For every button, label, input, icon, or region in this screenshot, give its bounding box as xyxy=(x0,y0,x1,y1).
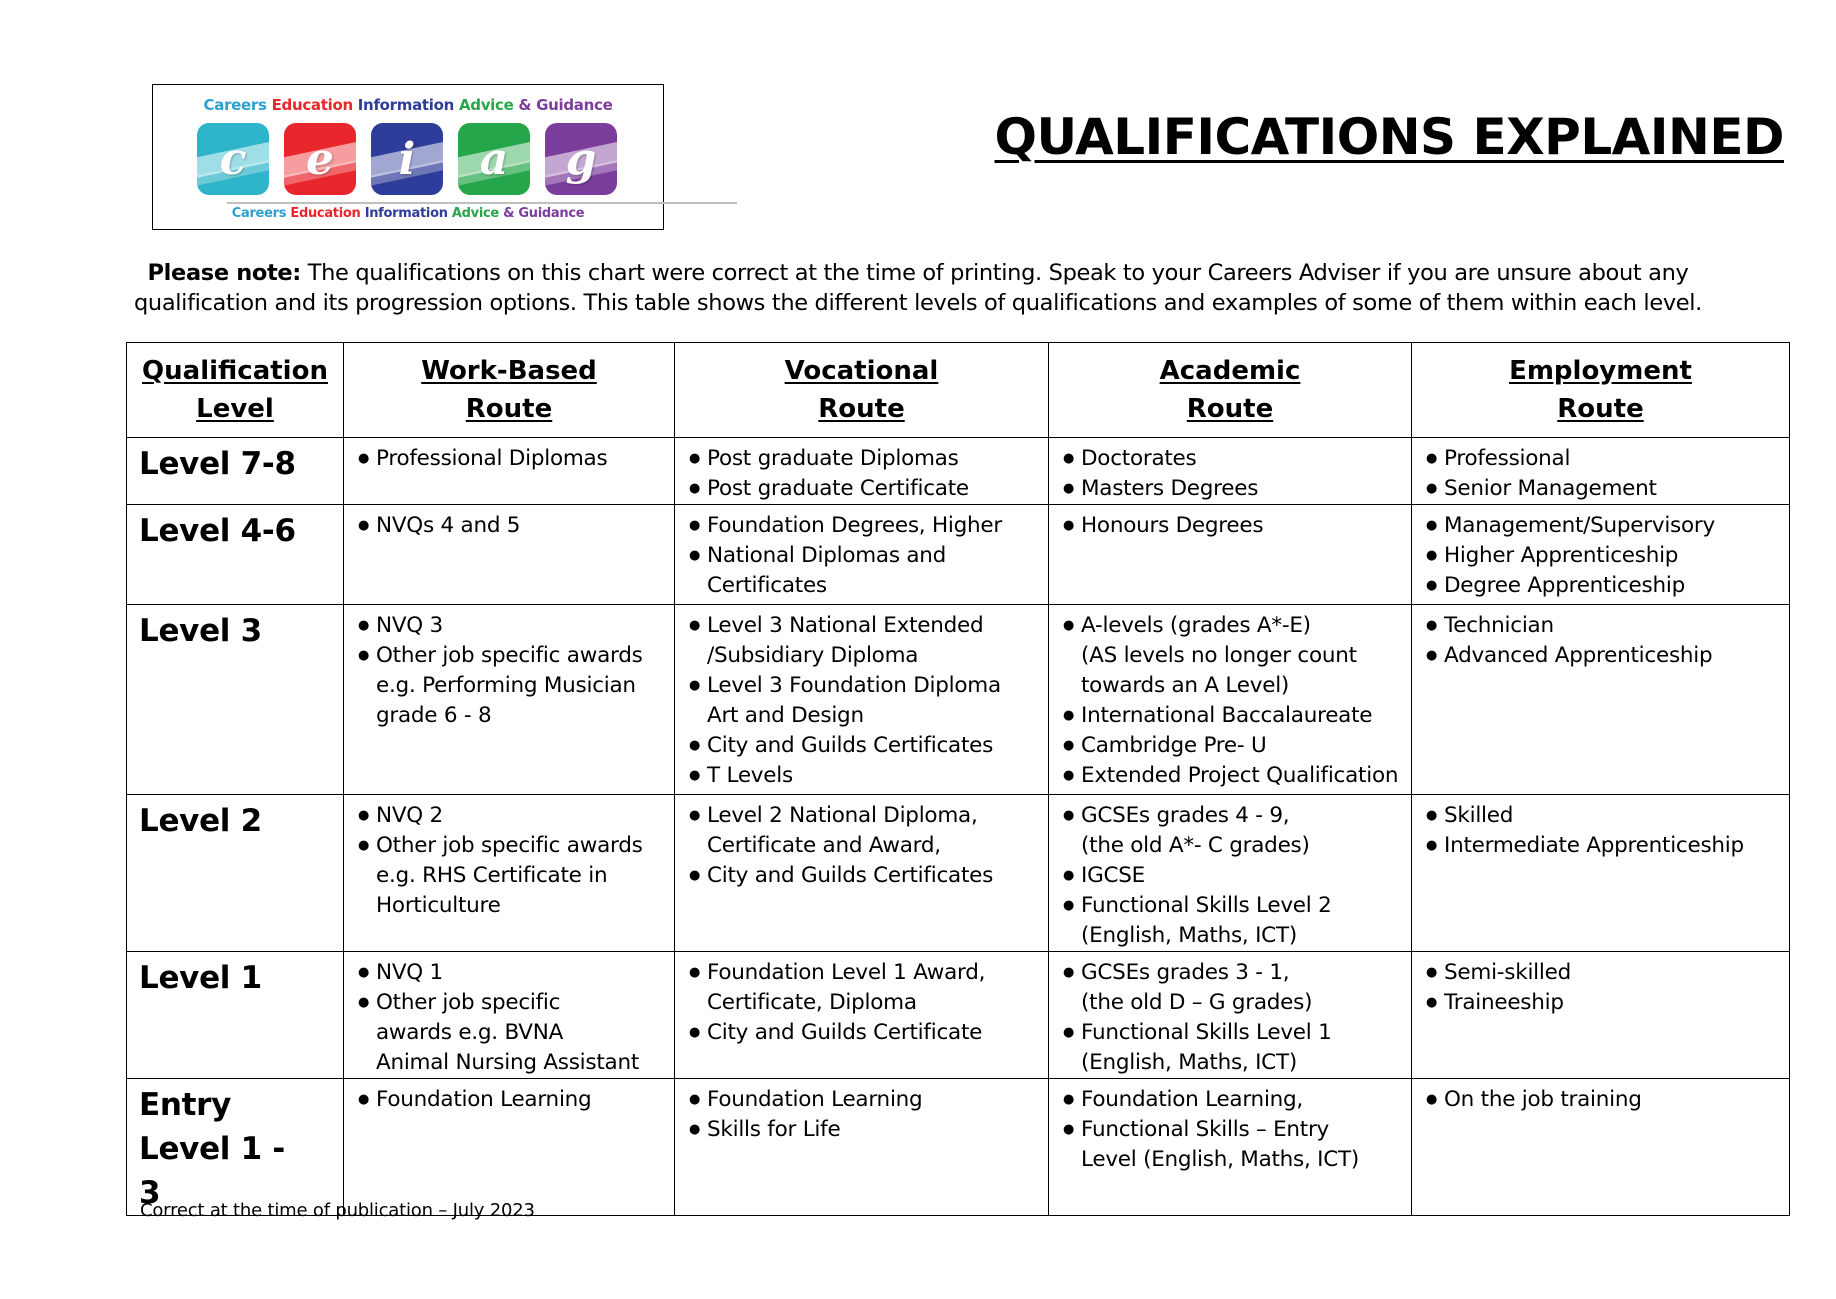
qualifications-table xyxy=(126,342,1790,1216)
bullet-item: ● Advanced Apprenticeship xyxy=(1426,641,1783,671)
vocational-route-cell xyxy=(675,605,1049,795)
bullet-list xyxy=(344,505,674,541)
bullet-item-continued: Level (English, Maths, ICT) xyxy=(1081,1147,1360,1172)
level-label: Level 1 xyxy=(139,960,262,996)
logo-letter: e xyxy=(306,133,334,185)
column-header-line: Qualification xyxy=(142,356,328,386)
bullet-item: ● Level 3 Foundation Diploma xyxy=(689,671,1042,701)
vocational-route-cell xyxy=(675,952,1049,1079)
bullet-item: ● IGCSE xyxy=(1063,861,1405,891)
column-header-line: Vocational xyxy=(784,356,939,386)
table-row xyxy=(127,795,1790,952)
logo-tile-e xyxy=(284,123,356,195)
logo-tagline-word: Education xyxy=(290,206,365,221)
bullet-list xyxy=(675,1079,1048,1145)
table-row xyxy=(127,505,1790,605)
column-header xyxy=(1049,343,1412,438)
logo-tagline-word: Careers xyxy=(231,206,291,221)
bullet-item-continued: Art and Design xyxy=(707,703,864,728)
table-row xyxy=(127,952,1790,1079)
bullet-item: ● Technician xyxy=(1426,611,1783,641)
work-route-cell xyxy=(344,795,675,952)
column-header-line: Academic xyxy=(1159,356,1301,386)
bullet-item: ● Level 2 National Diploma, xyxy=(689,801,1042,831)
table-row xyxy=(127,1079,1790,1216)
bullet-item: ● Skills for Life xyxy=(689,1115,1042,1145)
logo-tagline-bottom xyxy=(153,206,663,221)
employment-route-cell xyxy=(1412,1079,1790,1216)
employment-route-cell xyxy=(1412,505,1790,605)
bullet-list xyxy=(675,952,1048,1048)
bullet-item-continued: /Subsidiary Diploma xyxy=(707,643,919,668)
ceiag-logo xyxy=(152,84,664,230)
logo-tagline-word: Information xyxy=(357,96,459,114)
bullet-item-continued: (AS levels no longer count xyxy=(1081,643,1357,668)
bullet-item-continued: Horticulture xyxy=(376,893,501,918)
column-header-line: Employment xyxy=(1509,356,1692,386)
bullet-item: ● NVQ 3 xyxy=(358,611,668,641)
employment-route-cell xyxy=(1412,952,1790,1079)
bullet-list xyxy=(1049,505,1411,541)
bullet-item: ● Functional Skills Level 1 xyxy=(1063,1018,1405,1048)
bullet-item: ● Foundation Learning xyxy=(689,1085,1042,1115)
bullet-item-continued: Certificates xyxy=(707,573,827,598)
column-header-line: Route xyxy=(818,394,905,424)
bullet-list xyxy=(1412,605,1789,671)
bullet-item: ● Honours Degrees xyxy=(1063,511,1405,541)
logo-tile-a xyxy=(458,123,530,195)
bullet-item: ● Other job specific awards xyxy=(358,831,668,861)
table-row xyxy=(127,605,1790,795)
bullet-item: ● GCSEs grades 4 - 9, xyxy=(1063,801,1405,831)
bullet-item-continued: (the old D – G grades) xyxy=(1081,990,1313,1015)
bullet-item: ● Functional Skills Level 2 xyxy=(1063,891,1405,921)
column-header-line: Route xyxy=(1557,394,1644,424)
bullet-item: ● NVQ 2 xyxy=(358,801,668,831)
level-label: Entry Level 1 - 3 xyxy=(139,1087,285,1211)
level-cell xyxy=(127,605,344,795)
bullet-item: ● Semi-skilled xyxy=(1426,958,1783,988)
bullet-item: ● City and Guilds Certificate xyxy=(689,1018,1042,1048)
bullet-item: ● Degree Apprenticeship xyxy=(1426,571,1783,601)
logo-tile-i xyxy=(371,123,443,195)
column-header xyxy=(127,343,344,438)
logo-letter: i xyxy=(398,133,416,185)
level-label: Level 2 xyxy=(139,803,262,839)
table-row xyxy=(127,438,1790,505)
column-header-line: Route xyxy=(465,394,553,424)
bullet-item: ● Post graduate Diplomas xyxy=(689,444,1042,474)
note-text: The qualifications on this chart were correct at the time of printing. Speak to your Careers Adviser if you are unsure about any qualification and its progression options. This table shows the different levels of qualifications and examples of some of them within each level. xyxy=(133,260,1702,316)
logo-letter: c xyxy=(219,133,247,185)
bullet-item: ● Foundation Learning xyxy=(358,1085,668,1115)
bullet-item-continued: (the old A*- C grades) xyxy=(1081,833,1310,858)
bullet-list xyxy=(675,505,1048,601)
note-label: Please note: xyxy=(147,260,301,286)
vocational-route-cell xyxy=(675,795,1049,952)
logo-tagline-word: Information xyxy=(364,206,452,221)
bullet-item: ● Intermediate Apprenticeship xyxy=(1426,831,1783,861)
bullet-item: ● Professional Diplomas xyxy=(358,444,668,474)
work-route-cell xyxy=(344,952,675,1079)
academic-route-cell xyxy=(1049,505,1412,605)
bullet-list xyxy=(1412,505,1789,601)
bullet-item: ● Skilled xyxy=(1426,801,1783,831)
bullet-item: ● NVQs 4 and 5 xyxy=(358,511,668,541)
logo-tagline-word: Advice xyxy=(451,206,504,221)
bullet-item-continued: (English, Maths, ICT) xyxy=(1081,1050,1297,1075)
bullet-list xyxy=(344,795,674,921)
bullet-item: ● Foundation Learning, xyxy=(1063,1085,1405,1115)
bullet-list xyxy=(1049,795,1411,951)
logo-letter: a xyxy=(479,133,509,185)
level-cell xyxy=(127,1079,344,1216)
academic-route-cell xyxy=(1049,438,1412,505)
bullet-list xyxy=(675,438,1048,504)
bullet-list xyxy=(675,795,1048,891)
bullet-item: ● Foundation Level 1 Award, xyxy=(689,958,1042,988)
bullet-item: ● International Baccalaureate xyxy=(1063,701,1405,731)
bullet-item: ● National Diplomas and xyxy=(689,541,1042,571)
bullet-item: ● Extended Project Qualification xyxy=(1063,761,1405,791)
employment-route-cell xyxy=(1412,795,1790,952)
column-header-line: Work-Based xyxy=(421,356,597,386)
academic-route-cell xyxy=(1049,952,1412,1079)
logo-tagline-word: Education xyxy=(271,96,358,114)
level-cell xyxy=(127,438,344,505)
bullet-item: ● Other job specific xyxy=(358,988,668,1018)
page-title: QUALIFICATIONS EXPLAINED xyxy=(994,108,1784,166)
bullet-item: ● Professional xyxy=(1426,444,1783,474)
logo-tagline-word: & Guidance xyxy=(518,96,613,114)
bullet-list xyxy=(1412,438,1789,504)
academic-route-cell xyxy=(1049,1079,1412,1216)
bullet-item: ● Level 3 National Extended xyxy=(689,611,1042,641)
bullet-list xyxy=(1049,605,1411,791)
bullet-item: ● Foundation Degrees, Higher xyxy=(689,511,1042,541)
bullet-list xyxy=(1412,952,1789,1018)
bullet-list xyxy=(344,605,674,731)
bullet-list xyxy=(1412,1079,1789,1115)
bullet-item: ● Masters Degrees xyxy=(1063,474,1405,504)
bullet-item: ● City and Guilds Certificates xyxy=(689,731,1042,761)
bullet-item-continued: Certificate, Diploma xyxy=(707,990,917,1015)
vocational-route-cell xyxy=(675,505,1049,605)
bullet-item: ● City and Guilds Certificates xyxy=(689,861,1042,891)
bullet-item: ● On the job training xyxy=(1426,1085,1783,1115)
logo-tiles xyxy=(197,123,617,195)
vocational-route-cell xyxy=(675,1079,1049,1216)
bullet-item-continued: towards an A Level) xyxy=(1081,673,1290,698)
work-route-cell xyxy=(344,1079,675,1216)
logo-letter: g xyxy=(565,133,597,185)
bullet-item-continued: awards e.g. BVNA xyxy=(376,1020,564,1045)
bullet-list xyxy=(1412,795,1789,861)
logo-tagline-word: & Guidance xyxy=(503,206,585,221)
bullet-item: ● Doctorates xyxy=(1063,444,1405,474)
work-route-cell xyxy=(344,438,675,505)
bullet-item: ● Senior Management xyxy=(1426,474,1783,504)
bullet-item: ● Functional Skills – Entry xyxy=(1063,1115,1405,1145)
bullet-list xyxy=(675,605,1048,791)
bullet-item-continued: grade 6 - 8 xyxy=(376,703,492,728)
bullet-item: ● Management/Supervisory xyxy=(1426,511,1783,541)
bullet-item: ● T Levels xyxy=(689,761,1042,791)
bullet-item: ● Cambridge Pre- U xyxy=(1063,731,1405,761)
logo-tagline-top xyxy=(153,96,663,114)
level-label: Level 7-8 xyxy=(139,446,296,482)
bullet-list xyxy=(344,438,674,474)
bullet-item: ● Traineeship xyxy=(1426,988,1783,1018)
bullet-item: ● NVQ 1 xyxy=(358,958,668,988)
bullet-item: ● GCSEs grades 3 - 1, xyxy=(1063,958,1405,988)
level-cell xyxy=(127,952,344,1079)
bullet-item-continued: (English, Maths, ICT) xyxy=(1081,923,1297,948)
logo-tagline-word: Advice xyxy=(458,96,519,114)
column-header xyxy=(344,343,675,438)
column-header-line: Route xyxy=(1186,394,1274,424)
bullet-item: ● Other job specific awards xyxy=(358,641,668,671)
please-note xyxy=(80,258,1756,318)
vocational-route-cell xyxy=(675,438,1049,505)
column-header xyxy=(675,343,1049,438)
logo-tile-c xyxy=(197,123,269,195)
academic-route-cell xyxy=(1049,605,1412,795)
bullet-list xyxy=(1049,1079,1411,1175)
level-label: Level 4-6 xyxy=(139,513,296,549)
bullet-list xyxy=(344,1079,674,1115)
bullet-list xyxy=(344,952,674,1078)
column-header-line: Level xyxy=(196,394,274,424)
logo-tagline-word: Careers xyxy=(203,96,272,114)
work-route-cell xyxy=(344,505,675,605)
column-header xyxy=(1412,343,1790,438)
bullet-item: ● Higher Apprenticeship xyxy=(1426,541,1783,571)
bullet-list xyxy=(1049,438,1411,504)
logo-divider xyxy=(227,202,737,204)
bullet-item: ● Post graduate Certificate xyxy=(689,474,1042,504)
bullet-item-continued: e.g. RHS Certificate in xyxy=(376,863,608,888)
employment-route-cell xyxy=(1412,438,1790,505)
bullet-item-continued: Certificate and Award, xyxy=(707,833,941,858)
level-cell xyxy=(127,795,344,952)
bullet-item: ● A-levels (grades A*-E) xyxy=(1063,611,1405,641)
publication-footer: Correct at the time of publication – July 2023 xyxy=(140,1200,535,1221)
bullet-item-continued: e.g. Performing Musician xyxy=(376,673,636,698)
level-label: Level 3 xyxy=(139,613,262,649)
work-route-cell xyxy=(344,605,675,795)
bullet-item-continued: Animal Nursing Assistant xyxy=(376,1050,640,1075)
logo-tile-g xyxy=(545,123,617,195)
bullet-list xyxy=(1049,952,1411,1078)
academic-route-cell xyxy=(1049,795,1412,952)
table-header-row xyxy=(127,343,1790,438)
employment-route-cell xyxy=(1412,605,1790,795)
level-cell xyxy=(127,505,344,605)
